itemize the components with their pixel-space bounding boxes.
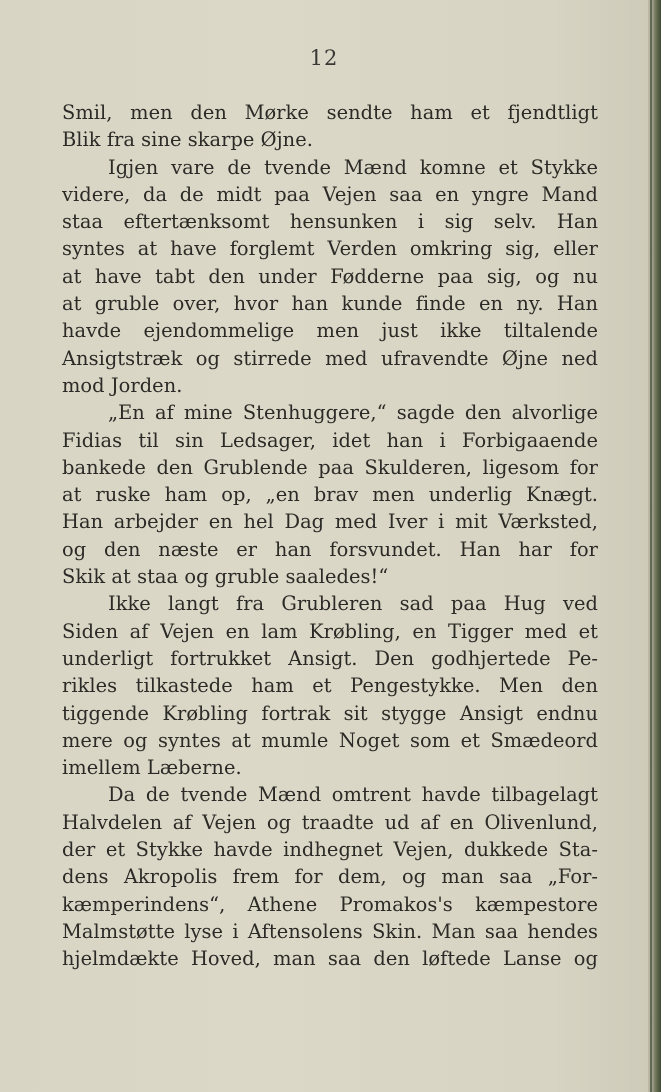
text-line: imellem Læberne. xyxy=(62,756,242,780)
text-line: mere og syntes at mumle Noget som et Smædeord xyxy=(62,728,598,752)
text-line: mod Jorden. xyxy=(62,373,183,397)
text-line: hjelmdækte Hoved, man saa den løftede Lanse og xyxy=(62,947,598,971)
text-line: Smil, men den Mørke sendte ham et fjendtligt xyxy=(62,101,598,124)
text-line: Han arbejder en hel Dag med Iver i mit Værksted, xyxy=(62,510,598,534)
text-line: og den næste er han forsvundet. Han har for xyxy=(62,537,598,561)
page-number: 12 xyxy=(309,46,339,70)
text-line: Igjen vare de tvende Mænd komne et Stykke xyxy=(108,155,598,179)
text-line: underligt fortrukket Ansigt. Den godhjertede Pe- xyxy=(62,646,598,670)
text-line: at ruske ham op, „en brav men underlig Knægt. xyxy=(62,483,598,507)
page-edge-shadow xyxy=(650,0,652,1092)
text-line: „En af mine Stenhuggere,“ sagde den alvorlige xyxy=(108,401,598,425)
text-line: staa eftertænksomt hensunken i sig selv. Han xyxy=(62,210,598,234)
text-line: Da de tvende Mænd omtrent havde tilbagelagt xyxy=(108,783,598,807)
text-line: rikles tilkastede ham et Pengestykke. Men den xyxy=(62,674,598,698)
body-text xyxy=(62,99,598,973)
text-line: at have tabt den under Fødderne paa sig, og nu xyxy=(62,264,598,288)
text-line: Ikke langt fra Grubleren sad paa Hug ved xyxy=(108,592,598,616)
text-line: Skik at staa og gruble saaledes!“ xyxy=(62,565,389,589)
text-line: tiggende Krøbling fortrak sit stygge Ansigt endnu xyxy=(62,701,598,725)
text-line: syntes at have forglemt Verden omkring sig, eller xyxy=(62,237,598,261)
text-line: videre, da de midt paa Vejen saa en yngre Mand xyxy=(62,182,598,206)
text-line: Ansigtstræk og stirrede med ufravendte Øjne ned xyxy=(62,346,598,370)
text-line: Malmstøtte lyse i Aftensolens Skin. Man saa hendes xyxy=(62,919,598,943)
text-line: dens Akropolis frem for dem, og man saa „For- xyxy=(62,865,598,889)
text-line: bankede den Grublende paa Skulderen, ligesom for xyxy=(62,455,598,479)
text-line: at gruble over, hvor han kunde finde en ny. Han xyxy=(62,292,598,316)
text-line: Siden af Vejen en lam Krøbling, en Tigger med et xyxy=(62,619,598,643)
text-line: kæmperindens“, Athene Promakos's kæmpestore xyxy=(62,892,598,916)
text-line: der et Stykke havde indhegnet Vejen, dukkede Sta- xyxy=(62,838,598,862)
text-line: Halvdelen af Vejen og traadte ud af en Olivenlund, xyxy=(62,810,598,834)
text-line: havde ejendommelige men just ikke tiltalende xyxy=(62,319,598,343)
text-line: Blik fra sine skarpe Øjne. xyxy=(62,128,313,152)
text-line: Fidias til sin Ledsager, idet han i Forbigaaende xyxy=(62,428,598,452)
